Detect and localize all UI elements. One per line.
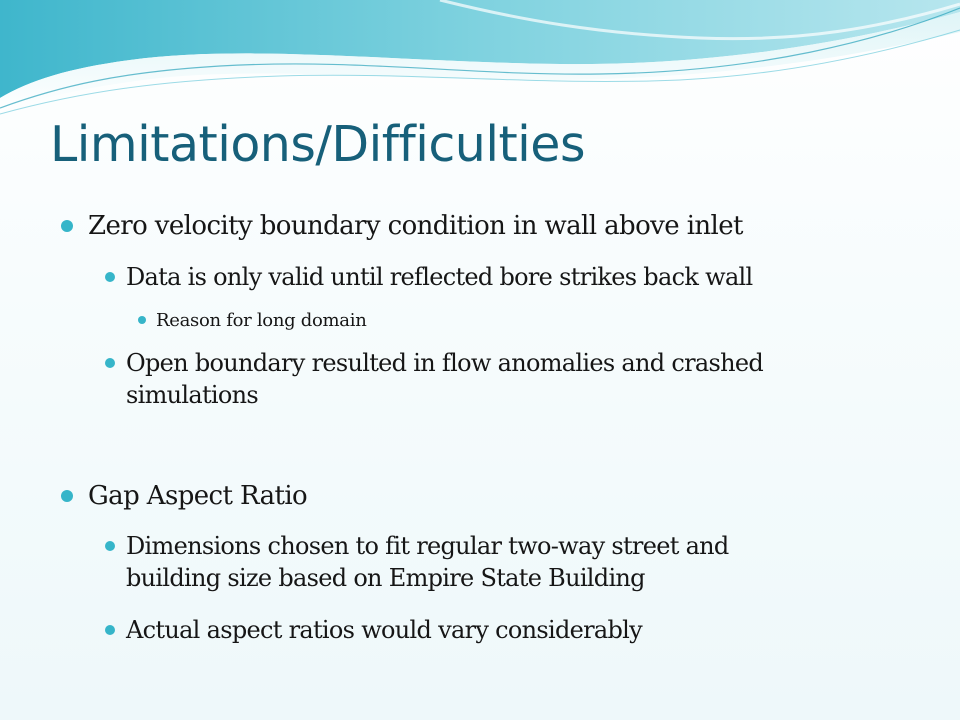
bullet-text: Dimensions chosen to fit regular two-way street and <box>126 532 729 560</box>
bullet-dot-icon <box>105 272 115 282</box>
bullet-text: Open boundary resulted in flow anomalies and crashed <box>126 349 763 377</box>
bullet-dot-icon <box>138 316 146 324</box>
bullet-text: Zero velocity boundary condition in wall above inlet <box>88 211 743 241</box>
bullet-dot-icon <box>105 625 115 635</box>
bullet-text: Data is only valid until reflected bore strikes back wall <box>126 263 753 291</box>
bullet-text-continued: building size based on Empire State Building <box>126 564 645 592</box>
bullet-item <box>88 481 307 511</box>
bullet-dot-icon <box>105 541 115 551</box>
bullet-text: Gap Aspect Ratio <box>88 481 308 511</box>
bullet-text: Reason for long domain <box>156 310 367 331</box>
bullet-item <box>126 347 763 411</box>
bullet-item <box>126 614 642 646</box>
bullet-item <box>126 261 753 293</box>
bullet-dot-icon <box>61 490 73 502</box>
bullet-item <box>88 211 743 241</box>
bullet-text: Actual aspect ratios would vary considerably <box>126 616 643 644</box>
bullet-text-continued: simulations <box>126 381 259 409</box>
slide-title: Limitations/Difficulties <box>50 116 585 173</box>
bullet-dot-icon <box>105 358 115 368</box>
bullet-item <box>126 530 729 594</box>
bullet-dot-icon <box>61 220 73 232</box>
bullet-item <box>156 310 367 331</box>
